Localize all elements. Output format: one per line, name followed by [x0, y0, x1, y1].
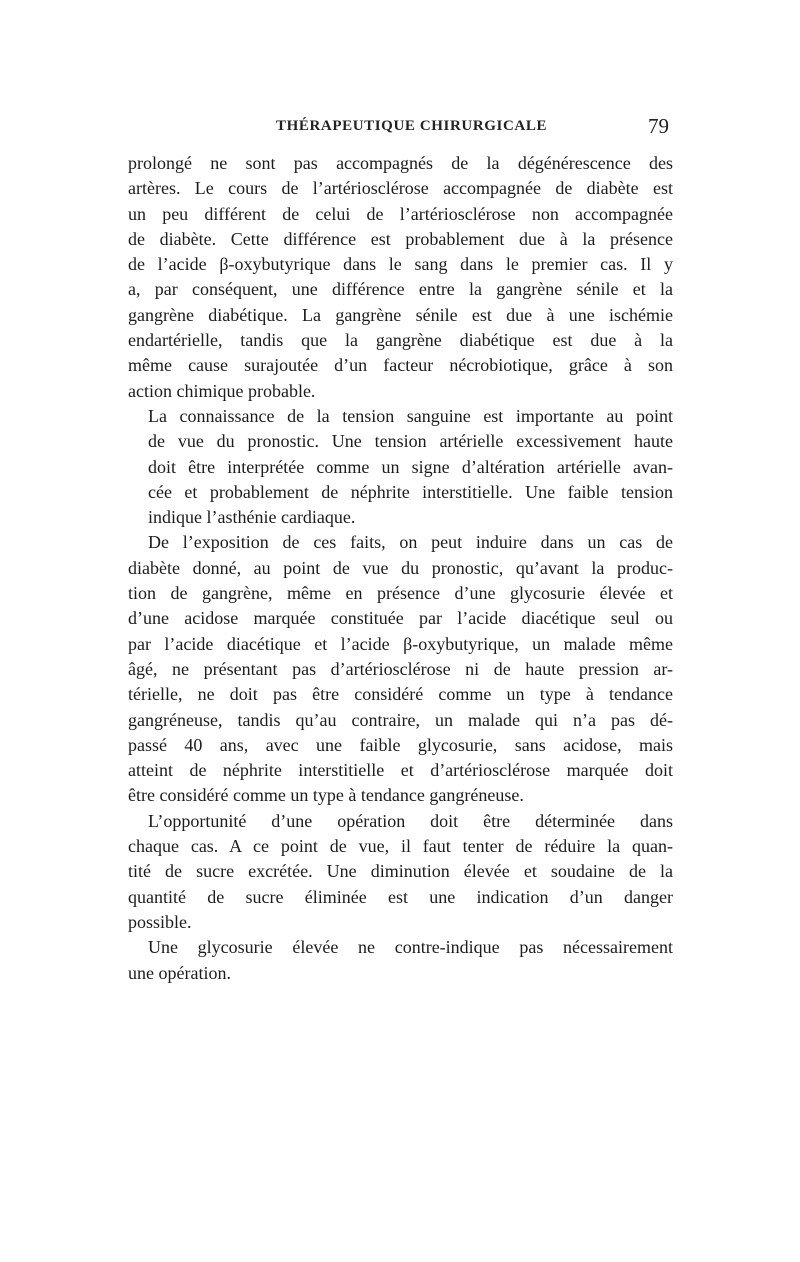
text-line: passé 40 ans, avec une faible glycosurie, sans acidose, mais: [128, 734, 673, 755]
text-line: La connaissance de la tension sanguine est importante au point: [148, 405, 673, 426]
paragraph: [128, 530, 673, 808]
text-line: cée et probablement de néphrite interstitielle. Une faible tension: [148, 481, 673, 502]
paragraph: [128, 809, 673, 935]
text-line: diabète donné, au point de vue du pronostic, qu’avant la produc-: [128, 557, 673, 578]
text-line: atteint de néphrite interstitielle et d’artériosclérose marquée doit: [128, 760, 673, 781]
text-line: prolongé ne sont pas accompagnés de la dégénérescence des: [128, 153, 673, 173]
text-line: même cause surajoutée d’un facteur nécrobiotique, grâce à son: [128, 355, 673, 376]
text-line: gangréneuse, tandis qu’au contraire, un malade qui n’a pas dé-: [128, 709, 673, 730]
text-line: d’une acidose marquée constituée par l’acide diacétique seul ou: [128, 608, 673, 629]
text-line: térielle, ne doit pas être considéré comme un type à tendance: [128, 684, 673, 705]
text-line: Une glycosurie élevée ne contre-indique pas nécessairement: [148, 937, 673, 958]
text-line: possible.: [128, 911, 192, 932]
text-line: un peu différent de celui de l’artériosclérose non accompagnée: [128, 203, 673, 224]
text-line: de vue du pronostic. Une tension artérielle excessivement haute: [148, 431, 673, 452]
text-line: endartérielle, tandis que la gangrène diabétique est due à la: [128, 330, 673, 351]
paragraph: [128, 151, 673, 404]
text-line: âgé, ne présentant pas d’artériosclérose ni de haute pression ar-: [128, 658, 673, 679]
paragraph: [128, 404, 673, 530]
text-line: artères. Le cours de l’artériosclérose accompagnée de diabète est: [128, 178, 673, 199]
text-line: tion de gangrène, même en présence d’une glycosurie élevée et: [128, 583, 673, 604]
text-line: de l’acide β-oxybutyrique dans le sang dans le premier cas. Il y: [128, 254, 673, 275]
text-line: tité de sucre excrétée. Une diminution élevée et soudaine de la: [128, 861, 673, 882]
text-line: doit être interprétée comme un signe d’altération artérielle avan-: [148, 456, 673, 477]
text-line: gangrène diabétique. La gangrène sénile est due à une ischémie: [128, 304, 673, 325]
text-line: chaque cas. A ce point de vue, il faut tenter de réduire la quan-: [128, 836, 673, 857]
text-line: action chimique probable.: [128, 380, 316, 401]
page-number: 79: [648, 114, 669, 138]
text-line: indique l’asthénie cardiaque.: [148, 507, 356, 528]
body-text: [128, 151, 673, 986]
text-line: De l’exposition de ces faits, on peut induire dans un cas de: [148, 532, 673, 553]
paragraph: [128, 935, 673, 986]
running-head: [128, 114, 673, 142]
text-line: L’opportunité d’une opération doit être déterminée dans: [148, 810, 673, 831]
text-line: une opération.: [128, 962, 231, 983]
running-title: THÉRAPEUTIQUE CHIRURGICALE: [276, 118, 548, 134]
text-line: par l’acide diacétique et l’acide β-oxybutyrique, un malade même: [128, 633, 673, 654]
text-line: être considéré comme un type à tendance gangréneuse.: [128, 785, 524, 806]
text-line: de diabète. Cette différence est probablement due à la présence: [128, 228, 673, 249]
text-line: a, par conséquent, une différence entre la gangrène sénile et la: [128, 279, 673, 300]
text-line: quantité de sucre éliminée est une indication d’un danger: [128, 886, 673, 907]
